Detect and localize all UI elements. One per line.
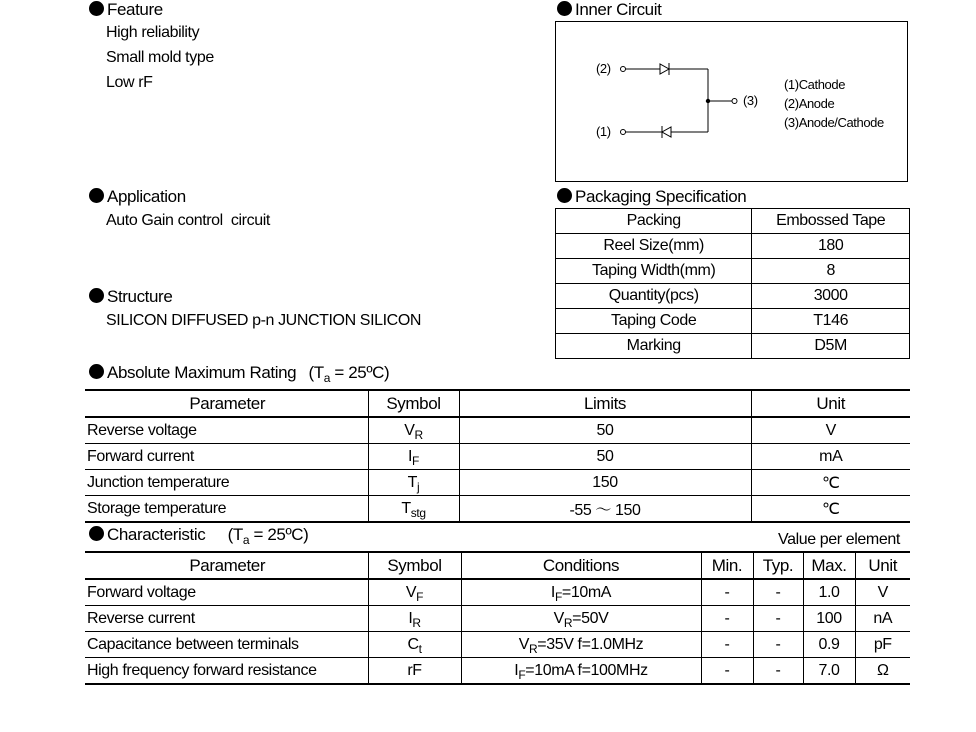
characteristic-table [85,551,910,685]
typ-cell: - [753,606,803,632]
table-row [556,284,910,309]
col-header: Max. [803,552,855,579]
col-header: Unit [751,390,910,417]
table-row [556,234,910,259]
min-cell: - [701,579,753,606]
unit-cell: Ω [855,658,910,685]
pin-3-label: (3) [743,93,758,108]
pin-2-label: (2) [596,61,611,76]
max-cell: 7.0 [803,658,855,685]
table-row [85,658,910,685]
bullet-icon [89,188,104,203]
unit-cell: ℃ [751,470,910,496]
table-row [556,259,910,284]
structure-text: SILICON DIFFUSED p-n JUNCTION SILICON [106,312,422,329]
pkg-label: Taping Width(mm) [556,259,752,284]
application-text: Auto Gain control circuit [106,212,270,229]
pkg-value: T146 [752,309,910,334]
characteristic-condition: ($T_a$ = 25ºC) [227,525,309,547]
unit-cell: mA [751,444,910,470]
col-header: Min. [701,552,753,579]
bullet-icon [89,288,104,303]
symbol-cell: $T_j$ [368,470,459,496]
pkg-value: Embossed Tape [752,209,910,234]
structure-heading: Structure [89,287,172,307]
feature-item: High reliability [106,24,200,41]
limit-cell: 50 [459,444,751,470]
table-row [85,470,910,496]
pkg-label: Marking [556,334,752,359]
inner-circuit-box [555,21,908,182]
symbol-cell: $T_{stg}$ [368,496,459,523]
col-header: Symbol [368,390,459,417]
param-cell: Capacitance between terminals [85,632,368,658]
pkg-value: 3000 [752,284,910,309]
param-cell: Reverse voltage [85,417,368,444]
pkg-value: D5M [752,334,910,359]
feature-item: Small mold type [106,49,214,66]
param-cell: Junction temperature [85,470,368,496]
col-header: Symbol [368,552,461,579]
param-cell: High frequency forward resistance [85,658,368,685]
unit-cell: V [751,417,910,444]
pkg-value: 180 [752,234,910,259]
max-cell: 100 [803,606,855,632]
value-per-element-note: Value per element [778,531,900,548]
packaging-heading: Packaging Specification [557,187,746,207]
table-row [85,579,910,606]
table-row [85,444,910,470]
table-row [556,334,910,359]
bullet-icon [89,1,104,16]
min-cell: - [701,606,753,632]
symbol-cell: $I_R$ [368,606,461,632]
conditions-cell: $V_R=35V$ f=1.0MHz [461,632,701,658]
pkg-label: Taping Code [556,309,752,334]
symbol-cell: $C_t$ [368,632,461,658]
param-cell: Forward voltage [85,579,368,606]
symbol-cell: $V_R$ [368,417,459,444]
packaging-table [555,208,910,359]
conditions-cell: $I_F=10mA$ f=100MHz [461,658,701,685]
col-header: Parameter [85,390,368,417]
col-header: Parameter [85,552,368,579]
abs-max-heading: Absolute Maximum Rating ($T_a$ = 25ºC) [89,363,389,383]
pin-legend: (1)Cathode (2)Anode (3)Anode/Cathode [784,77,884,130]
symbol-cell: rF [368,658,461,685]
table-row [85,417,910,444]
limit-cell: -55 ～ 150 [459,496,751,523]
table-row [85,606,910,632]
pkg-label: Reel Size(mm) [556,234,752,259]
bullet-icon [557,188,572,203]
feature-heading: Feature [89,0,163,20]
abs-max-condition: ($T_a$ = 25ºC) [308,363,390,385]
min-cell: - [701,632,753,658]
col-header: Unit [855,552,910,579]
abs-max-table [85,389,910,523]
max-cell: 0.9 [803,632,855,658]
application-heading: Application [89,187,186,207]
param-cell: Forward current [85,444,368,470]
typ-cell: - [753,632,803,658]
param-cell: Reverse current [85,606,368,632]
unit-cell: V [855,579,910,606]
pkg-label: Quantity(pcs) [556,284,752,309]
pin-1-label: (1) [596,124,611,139]
table-row [85,496,910,523]
col-header: Limits [459,390,751,417]
unit-cell: pF [855,632,910,658]
bullet-icon [89,364,104,379]
table-row [556,309,910,334]
max-cell: 1.0 [803,579,855,606]
col-header: Typ. [753,552,803,579]
symbol-cell: $I_F$ [368,444,459,470]
table-header-row [85,552,910,579]
col-header: Conditions [461,552,701,579]
pkg-value: 8 [752,259,910,284]
pkg-label: Packing [556,209,752,234]
inner-circuit-heading: Inner Circuit [557,0,661,20]
unit-cell: nA [855,606,910,632]
bullet-icon [557,1,572,16]
table-row [85,632,910,658]
table-header-row [85,390,910,417]
characteristic-heading: Characteristic ($T_a$ = 25ºC) [89,525,308,545]
bullet-icon [89,526,104,541]
min-cell: - [701,658,753,685]
limit-cell: 50 [459,417,751,444]
limit-cell: 150 [459,470,751,496]
conditions-cell: $I_F=10mA$ [461,579,701,606]
unit-cell: ℃ [751,496,910,523]
table-row [556,209,910,234]
typ-cell: - [753,658,803,685]
typ-cell: - [753,579,803,606]
param-cell: Storage temperature [85,496,368,523]
feature-item: Low rF [106,74,153,91]
conditions-cell: $V_R=50V$ [461,606,701,632]
symbol-cell: $V_F$ [368,579,461,606]
